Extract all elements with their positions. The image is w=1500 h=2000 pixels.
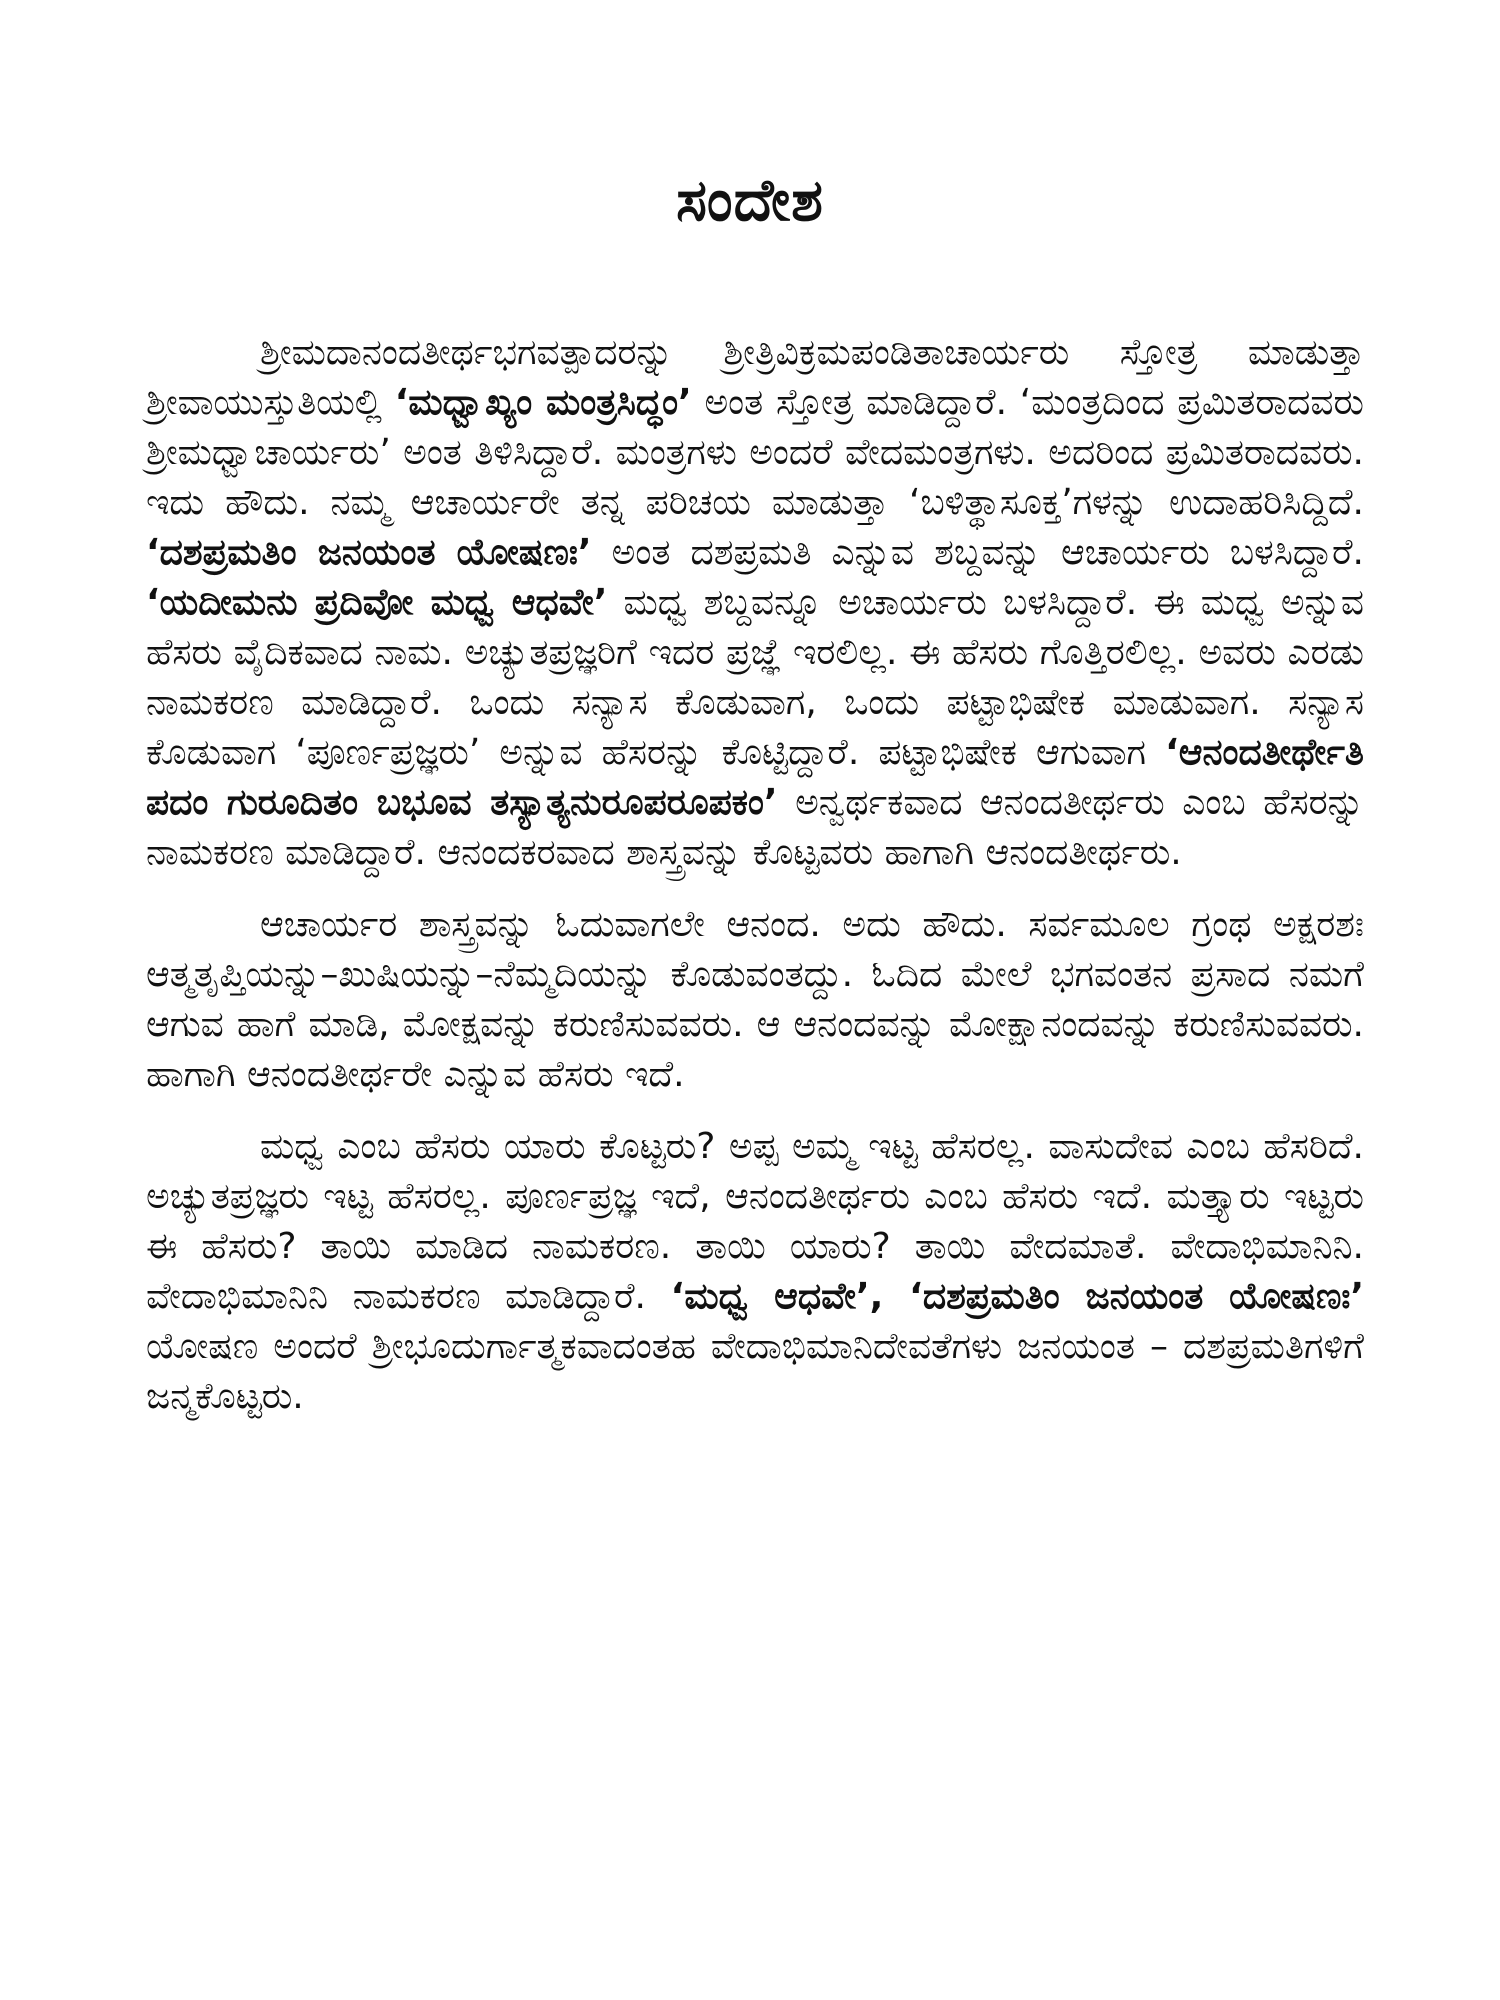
paragraph-3-text: ಯೋಷಣ ಅಂದರೆ ಶ್ರೀಭೂದುರ್ಗಾತ್ಮಕವಾದಂತಹ ವೇದಾಭಿಮಾನಿದೇವತೆಗಳು ಜನಯಂತ – ದಶಪ್ರಮತಿಗಳಿಗೆ ಜನ್ಮಕೊಟ್ಟರು. bbox=[146, 1326, 1364, 1417]
paragraph-3 bbox=[146, 1122, 1364, 1422]
paragraph-1-text: ಅನ್ವರ್ಥಕವಾದ ಆನಂದತೀರ್ಥರು ಎಂಬ ಹೆಸರನ್ನು ನಾಮಕರಣ ಮಾಡಿದ್ದಾರೆ. ಆನಂದಕರವಾದ ಶಾಸ್ತ್ರವನ್ನು ಕೊಟ್ಟವರು ಹಾಗಾಗಿ ಆನಂದತೀರ್ಥರು. bbox=[146, 782, 1364, 873]
paragraph-1-text: ಅಂತ ಸ್ತೋತ್ರ ಮಾಡಿದ್ದಾರೆ. ‘ಮಂತ್ರದಿಂದ ಪ್ರಮಿತರಾದವರು ಶ್ರೀಮಧ್ವಾಚಾರ್ಯರು’ ಅಂತ ತಿಳಿಸಿದ್ದಾರೆ. ಮಂತ್ರಗಳು ಅಂದರೆ ವೇದಮಂತ್ರಗಳು. ಅದರಿಂದ ಪ್ರಮಿತರಾದವರು. ಇದು ಹೌದು. ನಮ್ಮ ಆಚಾರ್ಯರೇ ತನ್ನ ಪರಿಚಯ ಮಾಡುತ್ತಾ ‘ಬಳಿತ್ಥಾಸೂಕ್ತ’ಗಳನ್ನು ಉದಾಹರಿಸಿದ್ದಿದೆ. bbox=[146, 382, 1364, 523]
paragraph-1-text: ಮಧ್ವ ಶಬ್ದವನ್ನೂ ಅಚಾರ್ಯರು ಬಳಸಿದ್ದಾರೆ. ಈ ಮಧ್ವ ಅನ್ನುವ ಹೆಸರು ವೈದಿಕವಾದ ನಾಮ. ಅಚ್ಯುತಪ್ರಜ್ಞರಿಗೆ ಇದರ ಪ್ರಜ್ಞೆ ಇರಲಿಲ್ಲ. ಈ ಹೆಸರು ಗೊತ್ತಿರಲಿಲ್ಲ. ಅವರು ಎರಡು ನಾಮಕರಣ ಮಾಡಿದ್ದಾರೆ. ಒಂದು ಸನ್ಯಾಸ ಕೊಡುವಾಗ, ಒಂದು ಪಟ್ಟಾಭಿಷೇಕ ಮಾಡುವಾಗ. ಸನ್ಯಾಸ ಕೊಡುವಾಗ ‘ಪೂರ್ಣಪ್ರಜ್ಞರು’ ಅನ್ನುವ ಹೆಸರನ್ನು ಕೊಟ್ಟಿದ್ದಾರೆ. ಪಟ್ಟಾಭಿಷೇಕ ಆಗುವಾಗ bbox=[146, 582, 1364, 773]
body-text bbox=[146, 328, 1364, 1422]
page-title: ಸಂದೇಶ bbox=[676, 166, 824, 234]
sanskrit-quote: ‘ಮಧ್ವಾಖ್ಯಂ ಮಂತ್ರಸಿದ್ಧಂ’ bbox=[394, 382, 692, 423]
paragraph-2-text: ಆಚಾರ್ಯರ ಶಾಸ್ತ್ರವನ್ನು ಓದುವಾಗಲೇ ಆನಂದ. ಅದು ಹೌದು. ಸರ್ವಮೂಲ ಗ್ರಂಥ ಅಕ್ಷರಶಃ ಆತ್ಮತೃಪ್ತಿಯನ್ನು–ಖುಷಿಯನ್ನು–ನೆಮ್ಮದಿಯನ್ನು ಕೊಡುವಂತದ್ದು. ಓದಿದ ಮೇಲೆ ಭಗವಂತನ ಪ್ರಸಾದ ನಮಗೆ ಆಗುವ ಹಾಗೆ ಮಾಡಿ, ಮೋಕ್ಷವನ್ನು ಕರುಣಿಸುವವರು. ಆ ಆನಂದವನ್ನು ಮೋಕ್ಷಾನಂದವನ್ನು ಕರುಣಿಸುವವರು. ಹಾಗಾಗಿ ಆನಂದತೀರ್ಥರೇ ಎನ್ನುವ ಹೆಸರು ಇದೆ. bbox=[146, 904, 1364, 1095]
paragraph-1-text: ಅಂತ ದಶಪ್ರಮತಿ ಎನ್ನುವ ಶಬ್ದವನ್ನು ಆಚಾರ್ಯರು ಬಳಸಿದ್ದಾರೆ. bbox=[591, 532, 1364, 573]
sanskrit-quote: ‘ಮಧ್ವ ಆಧವೇ’, ‘ದಶಪ್ರಮತಿಂ ಜನಯಂತ ಯೋಷಣಃ’ bbox=[670, 1276, 1364, 1317]
sanskrit-quote: ‘ದಶಪ್ರಮತಿಂ ಜನಯಂತ ಯೋಷಣಃ’ bbox=[146, 532, 592, 573]
paragraph-1-text: ಶ್ರೀಮದಾನಂದತೀರ್ಥಭಗವತ್ಪಾದರನ್ನು ಶ್ರೀತ್ರಿವಿಕ್ರಮಪಂಡಿತಾಚಾರ್ಯರು ಸ್ತೋತ್ರ ಮಾಡುತ್ತಾ ಶ್ರೀವಾಯುಸ್ತುತಿಯಲ್ಲಿ bbox=[146, 332, 1364, 423]
sanskrit-quote: ‘ಯದೀಮನು ಪ್ರದಿವೋ ಮಧ್ವ ಆಧವೇ’ bbox=[146, 582, 608, 623]
paragraph-2 bbox=[146, 900, 1364, 1100]
sanskrit-quote: ‘ಆನಂದತೀರ್ಥೇತಿ ಪದಂ ಗುರೂದಿತಂ ಬಭೂವ ತಸ್ಯಾತ್ಯನುರೂಪರೂಪಕಂ’ bbox=[146, 732, 1364, 823]
paragraph-1 bbox=[146, 328, 1364, 878]
paragraph-3-text: ಮಧ್ವ ಎಂಬ ಹೆಸರು ಯಾರು ಕೊಟ್ಟರು? ಅಪ್ಪ ಅಮ್ಮ ಇಟ್ಟ ಹೆಸರಲ್ಲ. ವಾಸುದೇವ ಎಂಬ ಹೆಸರಿದೆ. ಅಚ್ಯುತಪ್ರಜ್ಞರು ಇಟ್ಟ ಹೆಸರಲ್ಲ. ಪೂರ್ಣಪ್ರಜ್ಞ ಇದೆ, ಆನಂದತೀರ್ಥರು ಎಂಬ ಹೆಸರು ಇದೆ. ಮತ್ತ್ಯಾರು ಇಟ್ಟರು ಈ ಹೆಸರು? ತಾಯಿ ಮಾಡಿದ ನಾಮಕರಣ. ತಾಯಿ ಯಾರು? ತಾಯಿ ವೇದಮಾತೆ. ವೇದಾಭಿಮಾನಿನಿ. ವೇದಾಭಿಮಾನಿನಿ ನಾಮಕರಣ ಮಾಡಿದ್ದಾರೆ. bbox=[146, 1126, 1364, 1317]
